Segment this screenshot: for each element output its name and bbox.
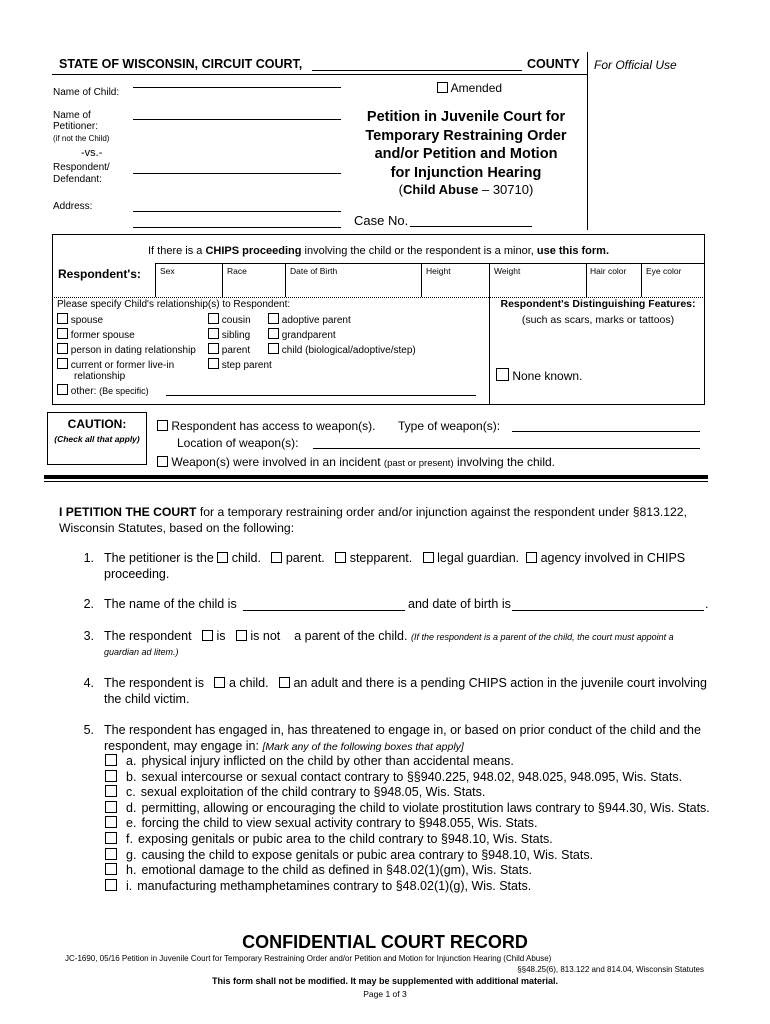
petition-intro: I PETITION THE COURT for a temporary restraining order and/or injunction against the respondent under §813.122, Wisconsin Statutes, based on the following: (59, 505, 687, 535)
item-4-cont: the child victim. (104, 692, 190, 706)
rel-child-checkbox[interactable] (268, 343, 279, 354)
official-use-divider (587, 52, 588, 230)
conduct-text: sexual intercourse or sexual contact contrary to §§940.225, 948.02, 948.025, 948.095, Wis. Stats. (141, 769, 683, 784)
rel-dating-checkbox[interactable] (57, 343, 68, 354)
conduct-letter: c. (126, 785, 136, 800)
weapon-type-field[interactable] (512, 431, 700, 432)
respondents-label: Respondent's: (58, 267, 141, 281)
conduct-checkbox[interactable] (105, 754, 117, 766)
conduct-text: emotional damage to the child as defined in §48.02(1)(gm), Wis. Stats. (141, 863, 532, 878)
chips-note: If there is a CHIPS proceeding involving the child or the respondent is a minor, use this form. (148, 245, 609, 257)
child-name-field[interactable] (133, 87, 341, 88)
section-divider (44, 475, 708, 479)
rel-former-spouse[interactable]: former spouse (57, 328, 135, 341)
child-name-input[interactable] (243, 610, 405, 611)
case-number-label: Case No. (354, 213, 409, 228)
weapon-incident-option[interactable]: Weapon(s) were involved in an incident (past or present) involving the child. (157, 455, 555, 469)
county-field[interactable] (312, 70, 522, 71)
name-of-child-label: Name of Child: (53, 87, 120, 98)
weapon-location-label: Location of weapon(s): (177, 436, 299, 450)
address-label: Address: (53, 201, 93, 212)
conduct-item[interactable] (105, 816, 537, 830)
respondent-name-field[interactable] (133, 173, 341, 174)
petitioner-agency-checkbox[interactable] (526, 552, 537, 563)
conduct-checkbox[interactable] (105, 863, 117, 875)
conduct-item[interactable] (105, 848, 593, 862)
none-known-option[interactable]: None known. (496, 368, 582, 383)
weapon-access-checkbox[interactable] (157, 420, 168, 431)
respondent-defendant-label: Respondent/ Defendant: (53, 162, 110, 185)
rel-other-checkbox[interactable] (57, 384, 68, 395)
conduct-checkbox[interactable] (105, 785, 117, 797)
amended-checkbox[interactable] (437, 82, 448, 93)
conduct-item[interactable] (105, 785, 485, 799)
respondent-child-checkbox[interactable] (214, 677, 225, 688)
conduct-item[interactable] (105, 863, 532, 877)
child-dob-input[interactable] (512, 610, 704, 611)
conduct-checkbox[interactable] (105, 879, 117, 891)
conduct-text: manufacturing methamphetamines contrary to §48.02(1)(g), Wis. Stats. (137, 878, 532, 893)
form-id: JC-1690, 05/16 Petition in Juvenile Court for Temporary Restraining Order and/or Petition and Motion for Injunction Hearing (Child Abuse) (65, 954, 552, 963)
page-number: Page 1 of 3 (363, 989, 407, 999)
rel-sibling-checkbox[interactable] (208, 328, 219, 339)
weapon-incident-checkbox[interactable] (157, 456, 168, 467)
conduct-item[interactable] (105, 801, 710, 815)
rel-parent[interactable]: parent (208, 343, 250, 356)
col-eye-color[interactable]: Eye color (646, 266, 682, 276)
rel-sibling[interactable]: sibling (208, 328, 250, 341)
petitioner-guardian-checkbox[interactable] (423, 552, 434, 563)
conduct-letter: h. (126, 863, 137, 878)
col-race[interactable]: Race (227, 266, 247, 276)
header-rule (52, 74, 587, 75)
col-hair-color[interactable]: Hair color (590, 266, 627, 276)
conduct-letter: i. (126, 878, 133, 893)
col-height[interactable]: Height (426, 266, 451, 276)
rel-live-in-checkbox[interactable] (57, 358, 68, 369)
conduct-checkbox[interactable] (105, 832, 117, 844)
address-field-1[interactable] (133, 211, 341, 212)
caution-title: CAUTION: (67, 417, 127, 431)
item-4: The respondent is a child. an adult and there is a pending CHIPS action in the juvenile court involving (104, 676, 707, 690)
conduct-letter: g. (126, 847, 137, 862)
if-not-child-note: (if not the Child) (53, 134, 110, 143)
features-title: Respondent's Distinguishing Features: (500, 298, 696, 310)
weapon-type-label: Type of weapon(s): (398, 419, 501, 433)
petitioner-parent-checkbox[interactable] (271, 552, 282, 563)
conduct-item[interactable] (105, 770, 682, 784)
petitioner-child-checkbox[interactable] (217, 552, 228, 563)
official-use-label: For Official Use (594, 58, 677, 72)
form-subtitle: (Child Abuse – 30710) (398, 182, 534, 197)
rel-former-spouse-checkbox[interactable] (57, 328, 68, 339)
rel-spouse[interactable]: spouse (57, 313, 103, 326)
item-4-number: 4. (83, 676, 94, 690)
respondent-is-not-checkbox[interactable] (236, 630, 247, 641)
item-2-number: 2. (83, 597, 94, 611)
rel-parent-checkbox[interactable] (208, 343, 219, 354)
features-divider (489, 297, 490, 405)
conduct-letter: b. (126, 769, 137, 784)
relationship-prompt: Please specify Child's relationship(s) to Respondent: (57, 299, 291, 310)
item-5-line2: respondent, may engage in: [Mark any of the following boxes that apply] (104, 739, 464, 753)
respondent-is-checkbox[interactable] (202, 630, 213, 641)
rel-spouse-checkbox[interactable] (57, 313, 68, 324)
caution-check-all: (Check all that apply) (54, 434, 140, 444)
col-sex[interactable]: Sex (160, 266, 175, 276)
no-modify-note: This form shall not be modified. It may be supplemented with additional material. (211, 976, 559, 986)
descriptor-grid-top (155, 263, 705, 264)
item-3: The respondent is is not a parent of the child. (If the respondent is a parent of the child, the court must appoint a (104, 629, 674, 643)
weapon-location-field[interactable] (313, 448, 700, 449)
item-1: The petitioner is the child. parent. stepparent. legal guardian. agency involved in CHIPS (104, 551, 686, 565)
weapon-access-option[interactable]: Respondent has access to weapon(s). (157, 419, 375, 433)
conduct-text: permitting, allowing or encouraging the child to violate prostitution laws contrary to §944.30, Wis. Stats. (141, 800, 710, 815)
conduct-text: sexual exploitation of the child contrary to §948.05, Wis. Stats. (140, 785, 486, 800)
conduct-letter: d. (126, 800, 137, 815)
rel-step-parent[interactable]: step parent (208, 358, 272, 371)
rel-step-parent-checkbox[interactable] (208, 358, 219, 369)
rel-grandparent-checkbox[interactable] (268, 328, 279, 339)
address-field-2[interactable] (133, 227, 341, 228)
statutes-ref: §§48.25(6), 813.122 and 814.04, Wisconsin Statutes (517, 965, 704, 974)
rel-dating[interactable]: person in dating relationship (57, 343, 196, 356)
conduct-letter: e. (126, 816, 137, 831)
conduct-checkbox[interactable] (105, 816, 117, 828)
rel-adoptive-parent[interactable]: adoptive parent (268, 313, 351, 326)
item-5-line1: The respondent has engaged in, has threatened to engage in, or based on prior conduct of the child and the (104, 723, 701, 737)
county-label: COUNTY (527, 57, 580, 71)
rel-cousin[interactable]: cousin (208, 313, 251, 326)
court-heading: STATE OF WISCONSIN, CIRCUIT COURT, (59, 57, 303, 71)
item-5-number: 5. (83, 723, 94, 737)
conduct-checkbox[interactable] (105, 801, 117, 813)
conduct-item[interactable] (105, 879, 531, 893)
item-2-dob-label: and date of birth is (408, 597, 511, 611)
rel-adoptive-parent-checkbox[interactable] (268, 313, 279, 324)
conduct-text: exposing genitals or pubic area to the child contrary to §948.10, Wis. Stats. (137, 832, 553, 846)
col-weight[interactable]: Weight (494, 266, 521, 276)
conduct-text: physical injury inflicted on the child by other than accidental means. (141, 754, 514, 768)
case-number-field[interactable] (410, 226, 532, 227)
name-of-petitioner-label: Name of Petitioner: (53, 110, 99, 132)
item-1-cont: proceeding. (104, 567, 170, 581)
amended-option[interactable]: Amended (437, 81, 502, 95)
conduct-checkbox[interactable] (105, 770, 117, 782)
vs-label: -vs.- (81, 147, 103, 159)
conduct-item[interactable] (105, 754, 514, 768)
rel-live-in-cont: relationship (74, 371, 126, 382)
rel-grandparent[interactable]: grandparent (268, 328, 336, 341)
confidential-record: CONFIDENTIAL COURT RECORD (242, 932, 528, 952)
respondent-adult-checkbox[interactable] (279, 677, 290, 688)
col-dob[interactable]: Date of Birth (290, 266, 338, 276)
conduct-text: causing the child to expose genitals or pubic area contrary to §948.10, Wis. Stats. (141, 847, 594, 862)
item-3-number: 3. (83, 629, 94, 643)
rel-cousin-checkbox[interactable] (208, 313, 219, 324)
rel-child[interactable]: child (biological/adoptive/step) (268, 343, 416, 356)
petitioner-name-field[interactable] (133, 119, 341, 120)
conduct-item[interactable] (105, 832, 553, 846)
item-1-number: 1. (83, 551, 94, 565)
rel-other-field[interactable] (166, 395, 476, 396)
rel-other[interactable]: other: (Be specific) (57, 384, 149, 397)
features-hint: (such as scars, marks or tattoos) (521, 314, 675, 326)
item-3-note: guardian ad litem.) (104, 647, 179, 657)
none-known-checkbox[interactable] (496, 368, 509, 381)
item-2-label: The name of the child is (104, 597, 237, 611)
conduct-text: forcing the child to view sexual activity contrary to §948.055, Wis. Stats. (141, 816, 538, 831)
rel-live-in[interactable]: current or former live-in (57, 358, 174, 371)
conduct-letter: a. (126, 754, 137, 768)
petitioner-stepparent-checkbox[interactable] (335, 552, 346, 563)
conduct-checkbox[interactable] (105, 848, 117, 860)
form-title: Petition in Juvenile Court for Temporary Restraining Order and/or Petition and Motion for Injunction Hearing (365, 109, 567, 181)
conduct-letter: f. (126, 832, 133, 846)
